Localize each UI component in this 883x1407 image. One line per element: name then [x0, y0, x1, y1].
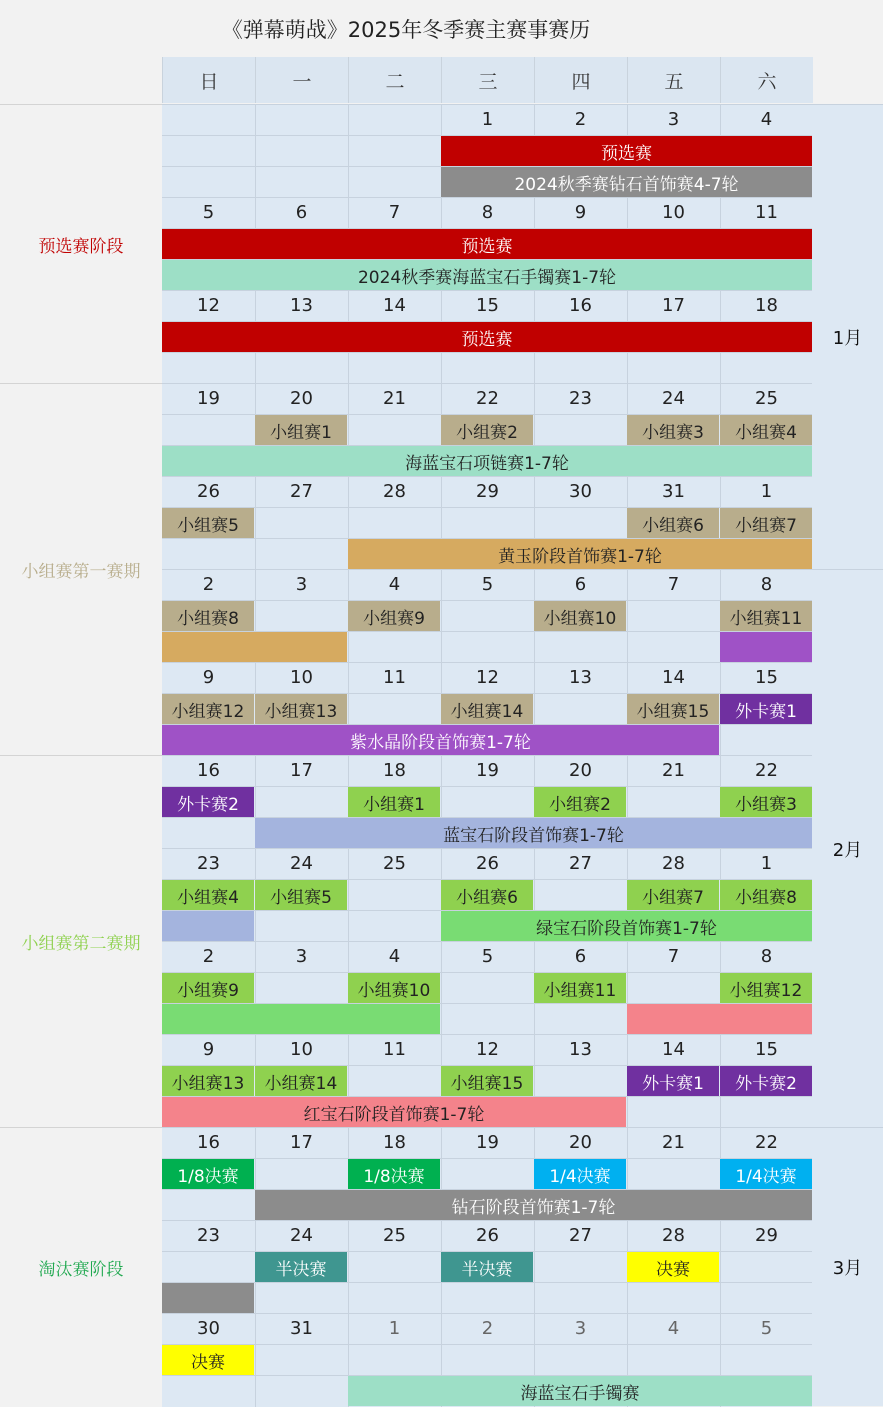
event-bar: 小组赛8: [162, 601, 254, 631]
day-number: 6: [295, 202, 308, 223]
day-number: 29: [476, 481, 499, 502]
day-number: 14: [383, 295, 406, 316]
day-number: 6: [574, 946, 587, 967]
day-number: 23: [197, 853, 220, 874]
day-number: 25: [383, 853, 406, 874]
event-bar: 1/4决赛: [534, 1159, 626, 1189]
day-number: 4: [667, 1318, 680, 1339]
event-bar: 海蓝宝石项链赛1-7轮: [162, 446, 812, 476]
event-bar: 小组赛14: [255, 1066, 347, 1096]
event-bar-continuation: [720, 632, 812, 662]
event-bar: 小组赛6: [441, 880, 533, 910]
day-number: 1: [388, 1318, 401, 1339]
day-number: 24: [290, 1225, 313, 1246]
day-number: 8: [760, 574, 773, 595]
event-bar-continuation: [162, 632, 347, 662]
day-number: 4: [388, 574, 401, 595]
day-number: 26: [476, 853, 499, 874]
event-bar: 小组赛3: [627, 415, 719, 445]
day-number: 5: [481, 946, 494, 967]
day-number: 16: [569, 295, 592, 316]
day-number: 14: [662, 1039, 685, 1060]
day-number: 2: [481, 1318, 494, 1339]
event-bar: 绿宝石阶段首饰赛1-7轮: [441, 911, 812, 941]
day-number: 27: [569, 1225, 592, 1246]
event-bar: 小组赛9: [162, 973, 254, 1003]
event-bar: 小组赛9: [348, 601, 440, 631]
day-number: 27: [290, 481, 313, 502]
day-number: 5: [481, 574, 494, 595]
event-bar: 1/8决赛: [348, 1159, 440, 1189]
event-bar: 1/8决赛: [162, 1159, 254, 1189]
day-number: 23: [197, 1225, 220, 1246]
day-number: 9: [202, 667, 215, 688]
day-number: 22: [755, 760, 778, 781]
day-number: 20: [290, 388, 313, 409]
day-number: 5: [202, 202, 215, 223]
event-bar: 小组赛5: [255, 880, 347, 910]
grid-hline: [162, 786, 812, 787]
event-bar: 小组赛1: [255, 415, 347, 445]
day-number: 7: [388, 202, 401, 223]
phase-label-knockout: [0, 1127, 162, 1406]
day-number: 2: [202, 574, 215, 595]
day-number: 24: [662, 388, 685, 409]
day-number: 2: [574, 109, 587, 130]
phase-label-qualifier: [0, 104, 162, 383]
day-number: 11: [383, 667, 406, 688]
event-bar: 黄玉阶段首饰赛1-7轮: [348, 539, 812, 569]
event-bar: 外卡赛2: [720, 1066, 812, 1096]
day-number: 16: [197, 760, 220, 781]
event-bar: 小组赛11: [534, 973, 626, 1003]
day-number: 21: [383, 388, 406, 409]
event-bar: 半决赛: [441, 1252, 533, 1282]
event-bar: 小组赛14: [441, 694, 533, 724]
day-number: 10: [662, 202, 685, 223]
day-number: 27: [569, 853, 592, 874]
day-number: 19: [476, 1132, 499, 1153]
event-bar: 海蓝宝石手镯赛: [348, 1376, 812, 1406]
day-number: 9: [202, 1039, 215, 1060]
event-bar: 1/4决赛: [720, 1159, 812, 1189]
day-number: 23: [569, 388, 592, 409]
day-number: 10: [290, 667, 313, 688]
day-number: 28: [662, 1225, 685, 1246]
day-number: 18: [755, 295, 778, 316]
day-number: 8: [760, 946, 773, 967]
event-bar: 外卡赛1: [720, 694, 812, 724]
month-label-feb: 2月: [812, 569, 883, 1127]
day-number: 13: [569, 1039, 592, 1060]
event-bar: 紫水晶阶段首饰赛1-7轮: [162, 725, 719, 755]
event-bar: 小组赛13: [255, 694, 347, 724]
day-number: 30: [197, 1318, 220, 1339]
phase-label-text: 预选赛阶段: [38, 236, 124, 257]
event-bar: 外卡赛2: [162, 787, 254, 817]
day-number: 5: [760, 1318, 773, 1339]
day-number: 16: [197, 1132, 220, 1153]
day-number: 9: [574, 202, 587, 223]
event-bar: 预选赛: [162, 229, 812, 259]
event-bar: 小组赛2: [441, 415, 533, 445]
weekday-header-cell: 一: [255, 57, 348, 103]
event-bar: 预选赛: [441, 136, 812, 166]
day-number: 7: [667, 946, 680, 967]
day-number: 21: [662, 760, 685, 781]
day-number: 4: [760, 109, 773, 130]
grid-hline: [162, 600, 812, 601]
event-bar: 小组赛12: [162, 694, 254, 724]
day-number: 12: [476, 667, 499, 688]
event-bar: 小组赛15: [441, 1066, 533, 1096]
day-number: 20: [569, 1132, 592, 1153]
event-bar: 小组赛4: [162, 880, 254, 910]
weekday-header-cell: 二: [348, 57, 441, 103]
phase-label-text: 淘汰赛阶段: [38, 1259, 124, 1280]
day-number: 1: [760, 481, 773, 502]
day-number: 25: [755, 388, 778, 409]
day-number: 3: [574, 1318, 587, 1339]
day-number: 13: [290, 295, 313, 316]
event-bar: 钻石阶段首饰赛1-7轮: [255, 1190, 812, 1220]
event-bar: 红宝石阶段首饰赛1-7轮: [162, 1097, 626, 1127]
weekday-header-cell: 三: [441, 57, 534, 103]
day-number: 25: [383, 1225, 406, 1246]
day-number: 1: [481, 109, 494, 130]
event-bar: 小组赛3: [720, 787, 812, 817]
day-number: 18: [383, 1132, 406, 1153]
day-number: 11: [755, 202, 778, 223]
event-bar: 小组赛2: [534, 787, 626, 817]
event-bar: 外卡赛1: [627, 1066, 719, 1096]
event-bar-continuation: [162, 1004, 440, 1034]
phase-label-group-stage-2: [0, 755, 162, 1127]
event-bar: 预选赛: [162, 322, 812, 352]
day-number: 14: [662, 667, 685, 688]
event-bar: 小组赛4: [720, 415, 812, 445]
day-number: 3: [295, 946, 308, 967]
day-number: 7: [667, 574, 680, 595]
event-bar: 小组赛7: [720, 508, 812, 538]
day-number: 26: [197, 481, 220, 502]
phase-label-group-stage-1: [0, 383, 162, 755]
event-bar: 小组赛10: [348, 973, 440, 1003]
page-title: 《弹幕萌战》2025年冬季赛主赛事赛历: [221, 17, 591, 42]
day-number: 17: [290, 1132, 313, 1153]
day-number: 6: [574, 574, 587, 595]
event-bar: 小组赛6: [627, 508, 719, 538]
day-number: 19: [197, 388, 220, 409]
day-number: 21: [662, 1132, 685, 1153]
grid-hline: [162, 972, 812, 973]
day-number: 22: [476, 388, 499, 409]
event-bar-continuation: [627, 1004, 812, 1034]
event-bar: 小组赛15: [627, 694, 719, 724]
grid-hline: [162, 1282, 812, 1283]
grid-hline: [162, 1344, 812, 1345]
day-number: 3: [667, 109, 680, 130]
weekday-header-cell: 四: [534, 57, 627, 103]
event-bar: 小组赛10: [534, 601, 626, 631]
event-bar: 小组赛8: [720, 880, 812, 910]
event-bar: 决赛: [627, 1252, 719, 1282]
day-number: 30: [569, 481, 592, 502]
weekday-header-cell: 六: [720, 57, 813, 103]
day-number: 31: [662, 481, 685, 502]
weekday-header-cell: 五: [627, 57, 720, 103]
day-number: 20: [569, 760, 592, 781]
event-bar: 2024秋季赛钻石首饰赛4-7轮: [441, 167, 812, 197]
day-number: 12: [197, 295, 220, 316]
day-number: 15: [476, 295, 499, 316]
day-number: 11: [383, 1039, 406, 1060]
day-number: 28: [383, 481, 406, 502]
weekday-header-cell: 日: [162, 57, 255, 103]
event-bar: 小组赛12: [720, 973, 812, 1003]
day-number: 17: [662, 295, 685, 316]
event-bar: 小组赛13: [162, 1066, 254, 1096]
day-number: 24: [290, 853, 313, 874]
event-bar: 小组赛11: [720, 601, 812, 631]
phase-label-text: 小组赛第一赛期: [21, 562, 141, 582]
day-number: 31: [290, 1318, 313, 1339]
day-number: 3: [295, 574, 308, 595]
day-number: 18: [383, 760, 406, 781]
grid-hline: [162, 352, 812, 353]
day-number: 13: [569, 667, 592, 688]
event-bar: 决赛: [162, 1345, 254, 1375]
event-bar-continuation: [162, 1283, 254, 1313]
day-number: 8: [481, 202, 494, 223]
day-number: 12: [476, 1039, 499, 1060]
event-bar: 2024秋季赛海蓝宝石手镯赛1-7轮: [162, 260, 812, 290]
month-label-jan: 1月: [812, 104, 883, 569]
day-number: 28: [662, 853, 685, 874]
day-number: 1: [760, 853, 773, 874]
day-number: 15: [755, 667, 778, 688]
day-number: 10: [290, 1039, 313, 1060]
day-number: 29: [755, 1225, 778, 1246]
month-label-mar: 3月: [812, 1127, 883, 1406]
day-number: 4: [388, 946, 401, 967]
event-bar: 小组赛1: [348, 787, 440, 817]
event-bar: 小组赛5: [162, 508, 254, 538]
day-number: 2: [202, 946, 215, 967]
day-number: 15: [755, 1039, 778, 1060]
event-bar: 半决赛: [255, 1252, 347, 1282]
event-bar: 蓝宝石阶段首饰赛1-7轮: [255, 818, 812, 848]
day-number: 26: [476, 1225, 499, 1246]
day-number: 17: [290, 760, 313, 781]
day-number: 22: [755, 1132, 778, 1153]
grid-hline: [162, 1158, 812, 1159]
event-bar: 小组赛7: [627, 880, 719, 910]
event-bar-continuation: [162, 911, 254, 941]
phase-label-text: 小组赛第二赛期: [21, 934, 141, 954]
day-number: 19: [476, 760, 499, 781]
